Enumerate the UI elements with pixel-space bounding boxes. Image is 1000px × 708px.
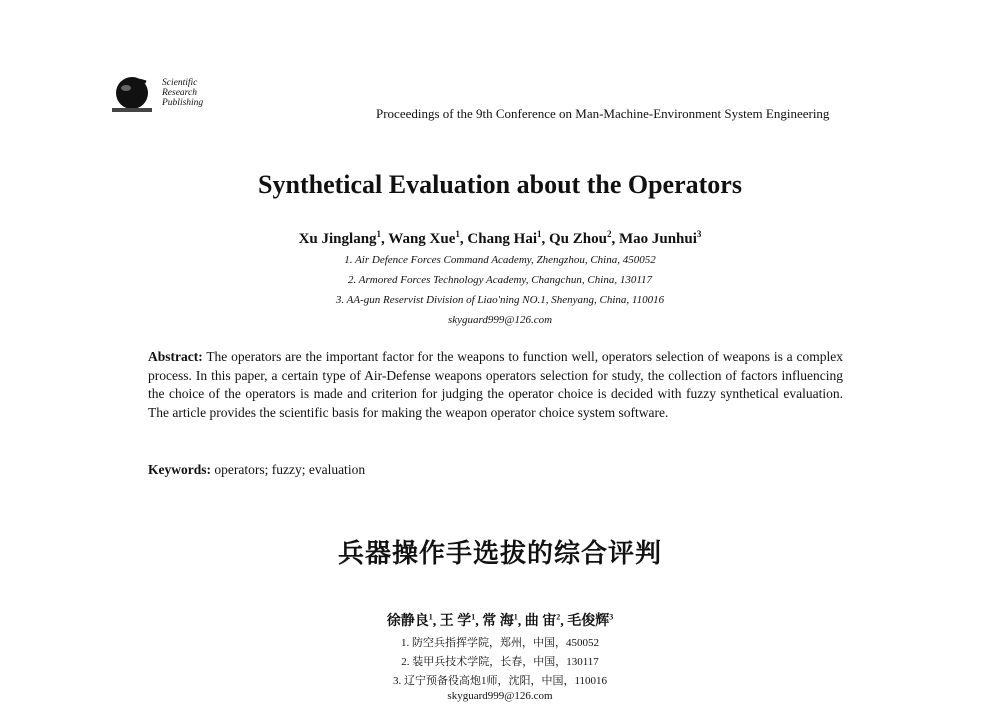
affiliation-1: 1. Air Defence Forces Command Academy, Zhengzhou, China, 450052 [344,254,656,266]
publisher-logo [100,70,225,122]
keywords-label: Keywords: [148,462,211,477]
abstract-text: The operators are the important factor for the weapons to function well, operators selection of weapons is a complex process. In this paper, a certain type of Air-Defense weapons operators selection for study, the collection of factors influencing the choice of the operators is made and criterion for judging the operator choice is decided with fuzzy synthetical evaluation. The article provides the scientific basis for making the weapon operator choice system software. [148,349,843,420]
paper-title: Synthetical Evaluation about the Operators [258,170,742,199]
keywords [148,462,365,478]
author-sup: 3 [696,229,702,239]
cn-author: 王 学 [439,614,472,629]
cn-author-sup: 2 [556,612,561,622]
cn-author: 徐静良 [386,614,429,629]
author: Xu Jinglang [298,231,377,247]
cn-author-sup: 1 [428,612,433,622]
author: Mao Junhui [618,231,697,247]
publisher-name [162,78,203,108]
author-sup: 1 [455,229,460,239]
affiliation-2: 2. Armored Forces Technology Academy, Changchun, China, 130117 [348,274,652,286]
cn-author: 毛俊辉 [567,614,610,629]
cn-affiliation-2: 2. 装甲兵技术学院，长春，中国，130117 [401,656,599,668]
cn-author-email: skyguard999@126.com [447,690,553,702]
chinese-author-list: 徐静良$^1$, 王 学$^1$, 常 海$^1$, 曲 宙$^2$, 毛俊辉$^3$ [386,612,614,629]
author-sup: 1 [537,229,542,239]
author-email: skyguard999@126.com [447,314,553,326]
author-sup: 1 [376,229,382,239]
publisher-line-2: Research [162,88,197,98]
cn-affiliation-3: 3. 辽宁预备役高炮1师，沈阳，中国，110016 [392,675,608,687]
affiliation-3: 3. AA-gun Reservist Division of Liao'ning NO.1, Shenyang, China, 110016 [335,294,665,306]
proceedings-header: Proceedings of the 9th Conference on Man-Machine-Environment System Engineering [376,106,830,121]
cn-affiliation-1: 1. 防空兵指挥学院，郑州，中国，450052 [401,637,599,649]
globe-icon [112,72,152,112]
cn-author: 曲 宙 [524,614,557,629]
abstract [148,348,843,422]
cn-author-sup: 3 [609,612,614,622]
publisher-line-3: Publishing [162,98,204,108]
author-list: Xu Jinglang$^1$, Wang Xue$^1$, Chang Hai$^1$, Qu Zhou$^2$, Mao Junhui$^3$ [298,229,702,247]
cn-author-sup: 1 [513,612,518,622]
author-sup: 2 [606,229,612,239]
author: Chang Hai [467,231,537,247]
author: Wang Xue [388,231,456,247]
keywords-text: operators; fuzzy; evaluation [214,462,366,477]
cn-author: 常 海 [482,614,514,629]
publisher-line-1: Scientific [162,78,198,88]
chinese-title: 兵器操作手选拔的综合评判 [337,539,662,569]
cn-author-sup: 1 [471,612,476,622]
author: Qu Zhou [549,231,607,247]
abstract-label: Abstract: [148,349,203,364]
